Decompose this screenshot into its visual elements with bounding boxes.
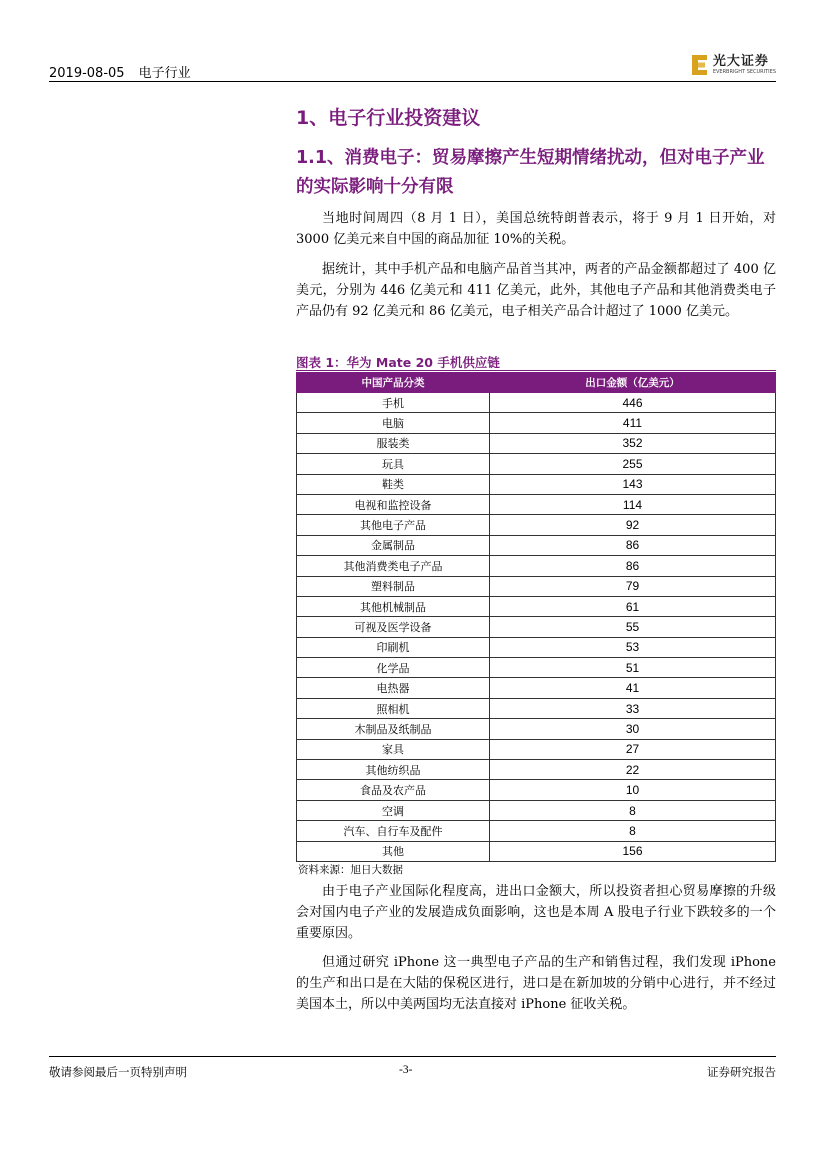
footer-disclaimer: 敬请参阅最后一页特别声明 <box>49 1065 187 1079</box>
paragraph-3: 由于电子产业国际化程度高，进出口金额大，所以投资者担心贸易摩擦的升级会对国内电子产业的发展造成负面影响，这也是本周 A 股电子行业下跌较多的一个重要原因。 <box>296 884 776 941</box>
category-cell: 玩具 <box>297 454 490 474</box>
category-cell: 汽车、自行车及配件 <box>297 821 490 841</box>
amount-cell: 53 <box>490 637 776 657</box>
category-cell: 电热器 <box>297 678 490 698</box>
page-number: -3- <box>399 1064 413 1076</box>
table-row <box>297 800 776 820</box>
category-cell: 化学品 <box>297 658 490 678</box>
category-cell: 其他电子产品 <box>297 515 490 535</box>
category-cell: 其他 <box>297 841 490 861</box>
amount-cell: 255 <box>490 454 776 474</box>
amount-cell: 411 <box>490 413 776 433</box>
table-header-row <box>297 373 776 393</box>
page-footer <box>49 1056 776 1079</box>
amount-cell: 30 <box>490 719 776 739</box>
table-row <box>297 678 776 698</box>
footer-rule <box>49 1056 776 1057</box>
category-cell: 照相机 <box>297 698 490 718</box>
table-row <box>297 515 776 535</box>
table-row <box>297 760 776 780</box>
amount-cell: 114 <box>490 494 776 514</box>
table-row <box>297 494 776 514</box>
amount-cell: 33 <box>490 698 776 718</box>
table-row <box>297 535 776 555</box>
table-row <box>297 556 776 576</box>
paragraph-4: 但通过研究 iPhone 这一典型电子产品的生产和销售过程，我们发现 iPhone 的生产和出口是在大陆的保税区进行，进口是在新加坡的分销中心进行，并不经过美国本土，所以中美两国均无法直接对 iPhone 征收关税。 <box>296 955 776 1012</box>
amount-cell: 10 <box>490 780 776 800</box>
table-row <box>297 719 776 739</box>
category-cell: 其他机械制品 <box>297 596 490 616</box>
category-cell: 金属制品 <box>297 535 490 555</box>
category-cell: 电脑 <box>297 413 490 433</box>
table-row <box>297 780 776 800</box>
paragraph-1: 当地时间周四（8 月 1 日），美国总统特朗普表示，将于 9 月 1 日开始，对 3000 亿美元来自中国的商品加征 10%的关税。 <box>296 211 776 247</box>
header-export-amount: 出口金额（亿美元） <box>490 373 776 393</box>
amount-cell: 92 <box>490 515 776 535</box>
category-cell: 印刷机 <box>297 637 490 657</box>
industry-name: 电子行业 <box>138 66 191 81</box>
table-row <box>297 433 776 453</box>
table-row <box>297 617 776 637</box>
amount-cell: 55 <box>490 617 776 637</box>
header-category: 中国产品分类 <box>297 373 490 393</box>
subsection-title: 1.1、消费电子：贸易摩擦产生短期情绪扰动，但对电子产业的实际影响十分有限 <box>296 148 765 197</box>
amount-cell: 27 <box>490 739 776 759</box>
amount-cell: 41 <box>490 678 776 698</box>
amount-cell: 22 <box>490 760 776 780</box>
category-cell: 服装类 <box>297 433 490 453</box>
table-caption: 图表 1：华为 Mate 20 手机供应链 <box>296 355 500 370</box>
category-cell: 其他纺织品 <box>297 760 490 780</box>
logo-cn-text: 光大证券 <box>712 54 769 69</box>
supply-chain-table <box>296 372 776 862</box>
table-row <box>297 637 776 657</box>
footer-report-type: 证券研究报告 <box>707 1065 776 1079</box>
category-cell: 手机 <box>297 393 490 413</box>
table-row <box>297 739 776 759</box>
category-cell: 电视和监控设备 <box>297 494 490 514</box>
category-cell: 木制品及纸制品 <box>297 719 490 739</box>
company-logo <box>691 52 776 78</box>
category-cell: 可视及医学设备 <box>297 617 490 637</box>
logo-en-text: EVERBRIGHT SECURITIES <box>712 69 776 75</box>
everbright-logo-icon <box>691 54 709 76</box>
table-row <box>297 474 776 494</box>
page-header <box>49 52 776 80</box>
category-cell: 鞋类 <box>297 474 490 494</box>
table-row <box>297 576 776 596</box>
amount-cell: 86 <box>490 535 776 555</box>
amount-cell: 86 <box>490 556 776 576</box>
category-cell: 塑料制品 <box>297 576 490 596</box>
table-body <box>297 393 776 862</box>
category-cell: 空调 <box>297 800 490 820</box>
header-rule <box>49 81 776 82</box>
amount-cell: 8 <box>490 821 776 841</box>
amount-cell: 8 <box>490 800 776 820</box>
category-cell: 其他消费类电子产品 <box>297 556 490 576</box>
table-row <box>297 821 776 841</box>
amount-cell: 352 <box>490 433 776 453</box>
table-row <box>297 393 776 413</box>
amount-cell: 143 <box>490 474 776 494</box>
amount-cell: 79 <box>490 576 776 596</box>
header-left <box>49 62 191 81</box>
section-title: 1、电子行业投资建议 <box>296 107 481 129</box>
amount-cell: 446 <box>490 393 776 413</box>
category-cell: 食品及农产品 <box>297 780 490 800</box>
report-date: 2019-08-05 <box>49 66 125 81</box>
amount-cell: 61 <box>490 596 776 616</box>
paragraph-2: 据统计，其中手机产品和电脑产品首当其冲，两者的产品金额都超过了 400 亿美元，分别为 446 亿美元和 411 亿美元，此外，其他电子产品和其他消费类电子产品仍有 92 亿美元和 86 亿美元，电子相关产品合计超过了 1000 亿美元。 <box>296 262 776 319</box>
table-row <box>297 454 776 474</box>
table-row <box>297 698 776 718</box>
table-source: 资料来源：旭日大数据 <box>298 864 403 876</box>
amount-cell: 51 <box>490 658 776 678</box>
amount-cell: 156 <box>490 841 776 861</box>
table-row <box>297 596 776 616</box>
category-cell: 家具 <box>297 739 490 759</box>
caption-rule <box>296 370 776 371</box>
table-row <box>297 413 776 433</box>
table-row <box>297 658 776 678</box>
table-row <box>297 841 776 861</box>
